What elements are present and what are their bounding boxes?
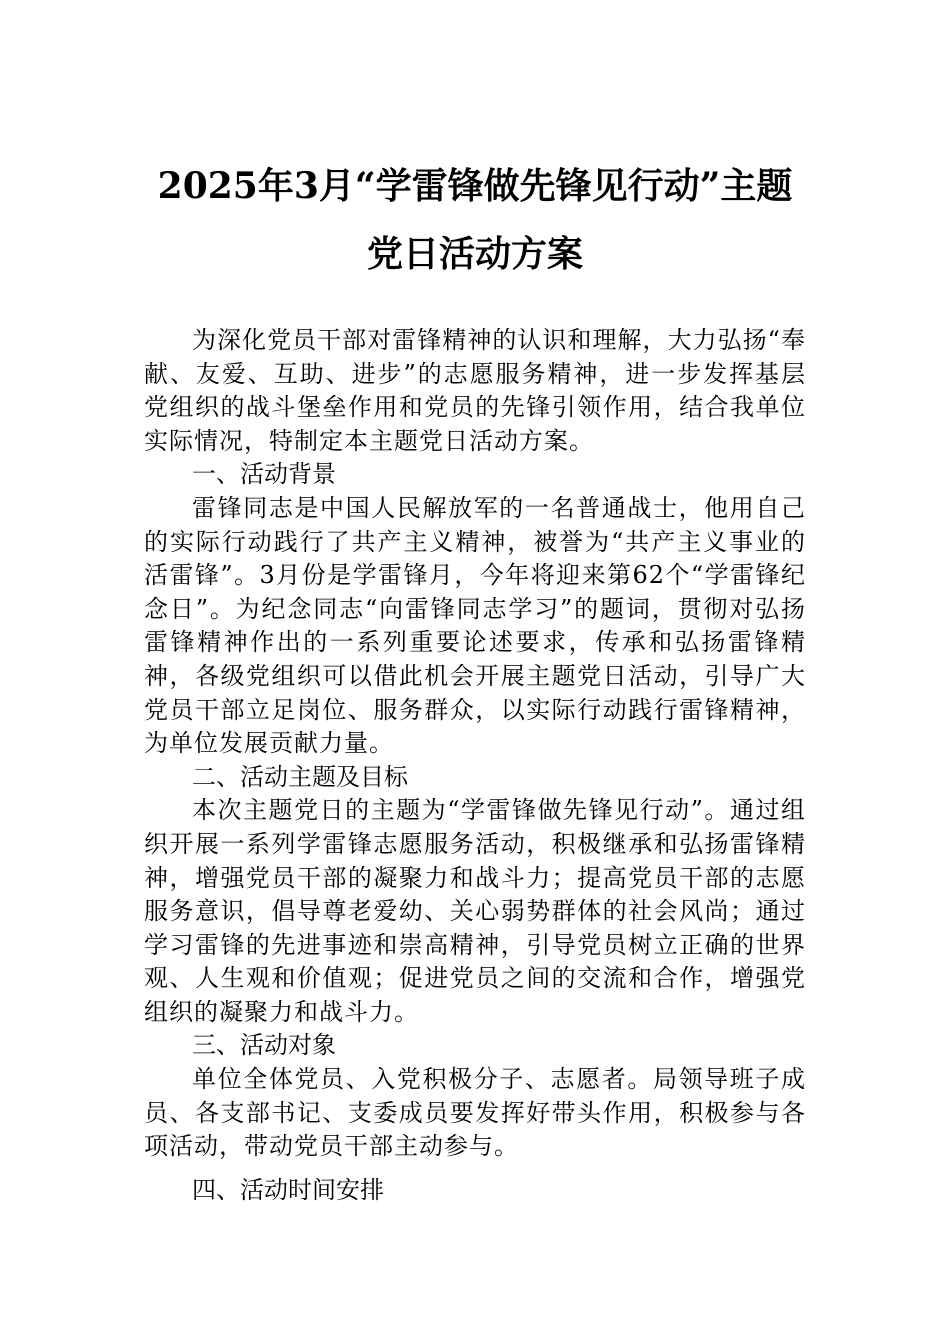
section-1-heading: 一、活动背景 bbox=[192, 460, 336, 489]
document-title-line-2: 党日活动方案 bbox=[366, 233, 583, 275]
section-4-heading: 四、活动时间安排 bbox=[192, 1175, 384, 1204]
intro-paragraph: 为深化党员干部对雷锋精神的认识和理解，大力弘扬“奉献、友爱、互助、进步”的志愿服务精神，进一步发挥基层党组织的战斗堡垒作用和党员的先锋引领作用，结合我单位实际情况，特制定本主题党日活动方案。 bbox=[144, 326, 806, 455]
document-body bbox=[144, 324, 806, 1207]
section-3-paragraph: 单位全体党员、入党积极分子、志愿者。局领导班子成员、各支部书记、支委成员要发挥好带头作用，积极参与各项活动，带动党员干部主动参与。 bbox=[144, 1065, 806, 1161]
section-2-heading: 二、活动主题及目标 bbox=[192, 762, 408, 791]
section-1-paragraph: 雷锋同志是中国人民解放军的一名普通战士，他用自己的实际行动践行了共产主义精神，被誉为“共产主义事业的活雷锋”。3月份是学雷锋月，今年将迎来第62个“学雷锋纪念日”。为纪念同志“向雷锋同志学习”的题词，贯彻对弘扬雷锋精神作出的一系列重要论述要求，传承和弘扬雷锋精神，各级党组织可以借此机会开展主题党日活动，引导广大党员干部立足岗位、服务群众，以实际行动践行雷锋精神，为单位发展贡献力量。 bbox=[144, 493, 806, 758]
document-title-line-1: 2025年3月“学雷锋做先锋见行动”主题 bbox=[157, 165, 793, 207]
section-3-heading: 三、活动对象 bbox=[192, 1031, 336, 1060]
section-2-paragraph: 本次主题党日的主题为“学雷锋做先锋见行动”。通过组织开展一系列学雷锋志愿服务活动，积极继承和弘扬雷锋精神，增强党员干部的凝聚力和战斗力；提高党员干部的志愿服务意识，倡导尊老爱幼、关心弱势群体的社会风尚；通过学习雷锋的先进事迹和崇高精神，引导党员树立正确的世界观、人生观和价值观；促进党员之间的交流和合作，增强党组织的凝聚力和战斗力。 bbox=[144, 796, 806, 1026]
